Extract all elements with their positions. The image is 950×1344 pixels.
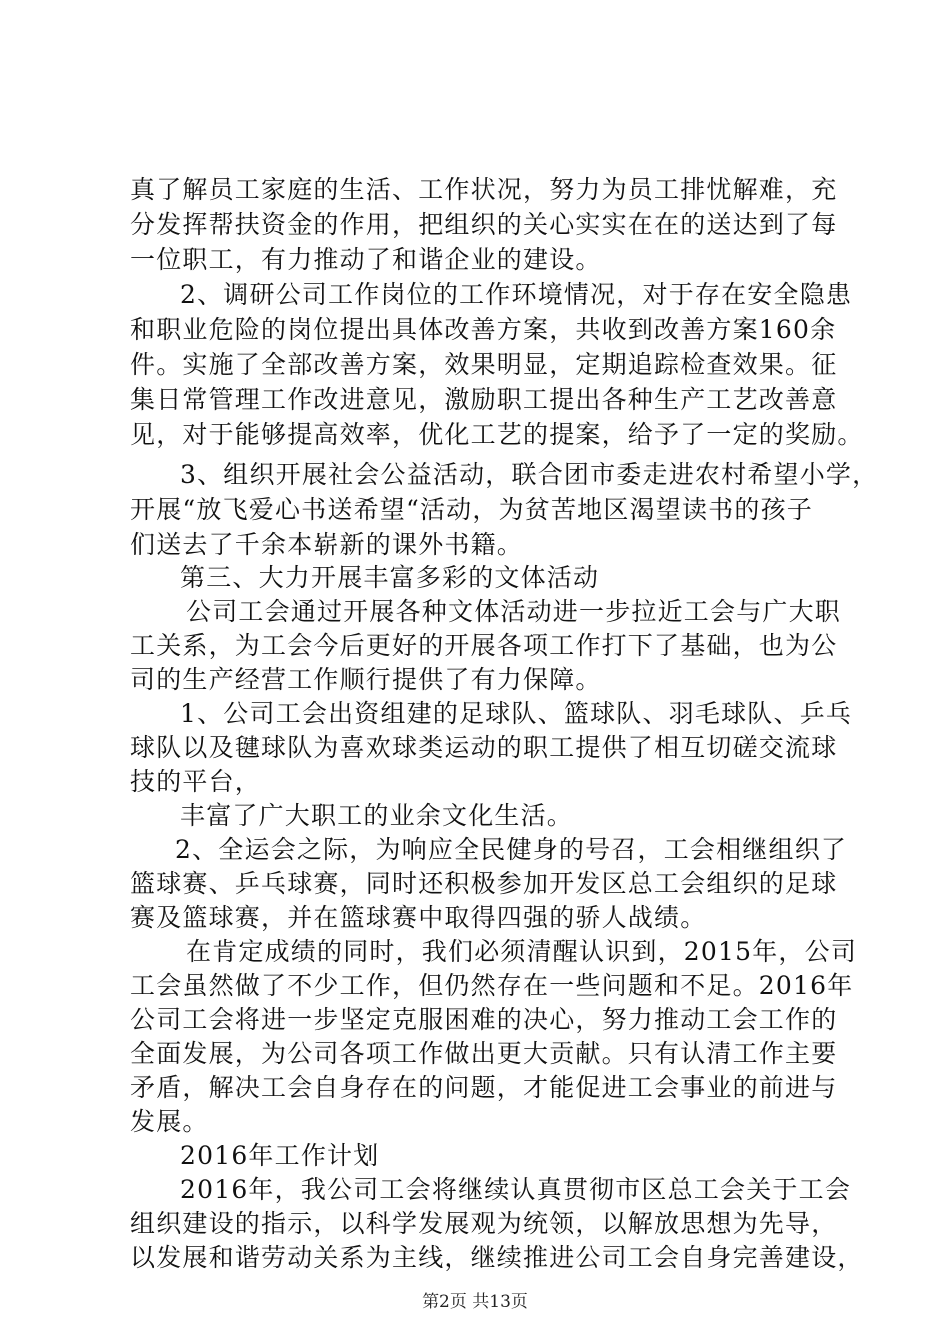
text-line: 组织建设的指示，以科学发展观为统领，以解放思想为先导， bbox=[130, 1209, 838, 1238]
text-line: 一位职工，有力推动了和谐企业的建设。 bbox=[130, 245, 602, 274]
text-line: 全面发展，为公司各项工作做出更大贡献。只有认清工作主要 bbox=[130, 1039, 838, 1068]
text-line: 们送去了千余本崭新的课外书籍。 bbox=[130, 530, 524, 559]
text-line: 矛盾，解决工会自身存在的问题，才能促进工会事业的前进与 bbox=[130, 1073, 838, 1102]
page-number-text: 第2页 共13页 bbox=[422, 1292, 528, 1312]
text-line: 真了解员工家庭的生活、工作状况，努力为员工排忧解难，充 bbox=[130, 175, 838, 204]
text-line: 分发挥帮扶资金的作用，把组织的关心实实在在的送达到了每 bbox=[130, 210, 838, 239]
text-line: 工会虽然做了不少工作，但仍然存在一些问题和不足。2016年 bbox=[130, 971, 854, 1000]
text-line: 赛及篮球赛，并在篮球赛中取得四强的骄人战绩。 bbox=[130, 903, 707, 932]
text-line: 以发展和谐劳动关系为主线，继续推进公司工会自身完善建设， bbox=[130, 1243, 864, 1272]
text-line: 工关系，为工会今后更好的开展各项工作打下了基础，也为公 bbox=[130, 631, 838, 660]
text-line: 公司工会通过开展各种文体活动进一步拉近工会与广大职 bbox=[186, 597, 842, 626]
text-line: 和职业危险的岗位提出具体改善方案，共收到改善方案160余 bbox=[130, 315, 837, 344]
text-line: 2016年，我公司工会将继续认真贯彻市区总工会关于工会 bbox=[180, 1175, 852, 1204]
text-line: 见，对于能够提高效率，优化工艺的提案，给予了一定的奖励。 bbox=[130, 420, 864, 449]
section-heading: 2016年工作计划 bbox=[180, 1141, 380, 1170]
text-line: 2、调研公司工作岗位的工作环境情况，对于存在安全隐患 bbox=[180, 280, 853, 309]
text-line: 发展。 bbox=[130, 1107, 209, 1136]
text-line: 3、组织开展社会公益活动，联合团市委走进农村希望小学， bbox=[180, 460, 879, 489]
text-line: 件。实施了全部改善方案，效果明显，定期追踪检查效果。征 bbox=[130, 350, 838, 379]
text-line: 司的生产经营工作顺行提供了有力保障。 bbox=[130, 665, 602, 694]
section-heading: 第三、大力开展丰富多彩的文体活动 bbox=[180, 563, 600, 592]
text-line: 开展“放飞爱心书送希望“活动，为贫苦地区渴望读书的孩子 bbox=[130, 495, 813, 524]
text-line: 篮球赛、乒乓球赛，同时还积极参加开发区总工会组织的足球 bbox=[130, 869, 838, 898]
text-line: 丰富了广大职工的业余文化生活。 bbox=[180, 801, 574, 830]
text-line: 球队以及毽球队为喜欢球类运动的职工提供了相互切磋交流球 bbox=[130, 733, 838, 762]
text-line: 公司工会将进一步坚定克服困难的决心，努力推动工会工作的 bbox=[130, 1005, 838, 1034]
text-line: 技的平台， bbox=[130, 767, 262, 796]
text-line: 1、公司工会出资组建的足球队、篮球队、羽毛球队、乒乓 bbox=[180, 699, 853, 728]
text-line: 集日常管理工作改进意见，激励职工提出各种生产工艺改善意 bbox=[130, 385, 838, 414]
text-line: 2、全运会之际，为响应全民健身的号召，工会相继组织了 bbox=[175, 835, 848, 864]
page-footer bbox=[0, 1290, 950, 1314]
text-line: 在肯定成绩的同时，我们必须清醒认识到，2015年，公司 bbox=[186, 937, 858, 966]
